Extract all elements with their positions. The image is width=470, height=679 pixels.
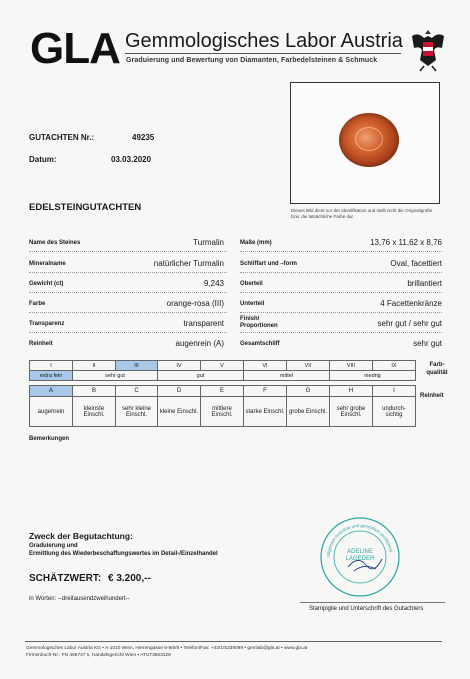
estimate-label: SCHÄTZWERT: (29, 573, 102, 584)
clarity-scale (29, 385, 416, 427)
prop-label: Unterteil (240, 301, 265, 307)
prop-value: brillantiert (407, 279, 442, 288)
footer-line1: Gemmologisches Labor Austria KG • A-1010 Wien, Herrengasse 6-8/6/6 • Telefon/Fax: +43/1/5339099 • gemlab@gla.at • www.gla.at (26, 646, 308, 651)
row-divider (29, 312, 227, 313)
purpose-line2: Ermittlung des Wiederbeschaffungswertes im Detail-/Einzelhandel (29, 551, 218, 557)
color-desc-cell: gut (158, 371, 244, 381)
row-divider (240, 251, 442, 252)
clarity-letter: H (330, 386, 373, 397)
clarity-desc: kleine Einschl. (158, 397, 201, 427)
signature-line (300, 602, 445, 603)
prop-label: Gesamtschliff (240, 341, 280, 347)
clarity-letter: E (201, 386, 244, 397)
color-quality-text: Farb- qualität (426, 362, 448, 376)
prop-value: sehr gut (413, 339, 442, 348)
row-divider (240, 332, 442, 333)
color-desc-cell: sehr gut (73, 371, 158, 381)
clarity-desc: kleinste Einschl. (73, 397, 116, 427)
footer-divider (25, 641, 442, 642)
prop-label: Gewicht (ct) (29, 281, 64, 287)
row-divider (29, 332, 227, 333)
clarity-letter: G (287, 386, 330, 397)
report-date-label: Datum: (29, 155, 57, 164)
prop-value: 4 Facettenkränze (380, 299, 442, 308)
color-grade-cell: I (30, 361, 73, 371)
report-number: 49235 (132, 133, 155, 142)
clarity-letter: D (158, 386, 201, 397)
prop-label: Oberteil (240, 281, 263, 287)
purpose-line1: Graduierung und (29, 543, 78, 549)
stamp-arc-text: Allgemein beeidete und gerichtlich zertifizierte (325, 522, 394, 558)
clarity-desc: undurch- sichtig (373, 397, 416, 427)
clarity-letter: F (244, 386, 287, 397)
color-desc-cell-selected: extra fein (30, 371, 73, 381)
estimate-value: € 3.200,-- (108, 573, 151, 584)
gla-logo: GLA (30, 24, 120, 73)
prop-label: Finish/ (240, 316, 260, 322)
prop-value: 13,76 x 11,62 x 8,76 (370, 238, 442, 247)
color-grade-cell: IV (158, 361, 201, 371)
clarity-letter: B (73, 386, 116, 397)
prop-value: Turmalin (193, 238, 224, 247)
estimate (29, 573, 151, 584)
photo-disclaimer: Dieses Bild dient nur der Identifikation und stellt nicht die Originalgröße bzw. die tatsächliche Farbe dar. (291, 208, 433, 219)
appraiser-stamp-icon (318, 515, 402, 599)
prop-value: orange-rosa (III) (166, 299, 224, 308)
prop-value: transparent (183, 319, 224, 328)
clarity-desc: mittlere Einschl. (201, 397, 244, 427)
report-date: 03.03.2020 (111, 155, 152, 164)
row-divider (240, 272, 442, 273)
stamp-name-last: LAGEDER (345, 556, 375, 562)
row-divider (29, 251, 227, 252)
prop-label: Mineralname (29, 261, 66, 267)
color-grade-cell: II (73, 361, 116, 371)
clarity-letter-selected: A (30, 386, 73, 397)
prop-label: Farbe (29, 301, 46, 307)
color-quality-label (422, 361, 452, 377)
stamp-name (346, 549, 375, 562)
prop-label: Reinheit (29, 341, 53, 347)
purpose-title: Zweck der Begutachtung: (29, 531, 133, 541)
gem-photo (290, 82, 440, 204)
row-divider (240, 312, 442, 313)
clarity-scale-label: Reinheit (420, 393, 444, 399)
austrian-eagle-icon (410, 26, 446, 72)
section-title: EDELSTEINGUTACHTEN (29, 202, 142, 213)
stamp-name-first: ADELINE (347, 549, 373, 555)
prop-label: Schliffart und –form (240, 261, 298, 267)
footer (26, 645, 307, 659)
prop-value: augenrein (A) (175, 339, 224, 348)
color-grade-cell: VIII (330, 361, 373, 371)
report-number-label: GUTACHTEN Nr.: (29, 133, 95, 142)
clarity-desc: sehr kleine Einschl. (116, 397, 158, 427)
prop-label: Name des Steines (29, 240, 81, 246)
clarity-desc: starke Einschl. (244, 397, 287, 427)
purpose-text (29, 542, 218, 558)
clarity-letter: I (373, 386, 416, 397)
color-grade-cell-selected: III (116, 361, 158, 371)
row-divider (29, 272, 227, 273)
prop-value: natürlicher Turmalin (153, 259, 224, 268)
prop-label: Maße (mm) (240, 240, 272, 246)
clarity-desc: augenrein (30, 397, 73, 427)
color-grade-cell: VI (244, 361, 287, 371)
color-grade-cell: V (201, 361, 244, 371)
remarks-label: Bemerkungen (29, 436, 70, 442)
color-desc-cell: niedrig (330, 371, 416, 381)
prop-value: Oval, facettiert (390, 259, 442, 268)
lab-name: Gemmologisches Labor Austria (125, 30, 403, 52)
row-divider (29, 292, 227, 293)
color-grade-scale (29, 360, 416, 381)
estimate-in-words: in Worten: --dreitausendzweihundert-- (29, 596, 130, 602)
prop-label: Transparenz (29, 321, 65, 327)
row-divider (240, 292, 442, 293)
clarity-desc: sehr grobe Einschl. (330, 397, 373, 427)
prop-value: 9,243 (203, 279, 224, 288)
lab-tagline: Graduierung und Bewertung von Diamanten, Farbedelsteinen & Schmuck (126, 57, 378, 64)
color-grade-cell: VII (287, 361, 330, 371)
clarity-desc: grobe Einschl. (287, 397, 330, 427)
header-divider (125, 53, 401, 54)
footer-line2: Firmenbuch-Nr.: FN 495747 s, Handelsgericht Wien • ATU73563128 (26, 653, 171, 658)
clarity-letter: C (116, 386, 158, 397)
color-desc-cell: mittel (244, 371, 330, 381)
gem-image (339, 113, 399, 167)
prop-label-line2: Proportionen (240, 323, 278, 329)
prop-value: sehr gut / sehr gut (377, 319, 442, 328)
color-grade-cell: IX (373, 361, 416, 371)
stamp-caption: Stampiglie und Unterschrift des Gutachters (309, 606, 424, 612)
